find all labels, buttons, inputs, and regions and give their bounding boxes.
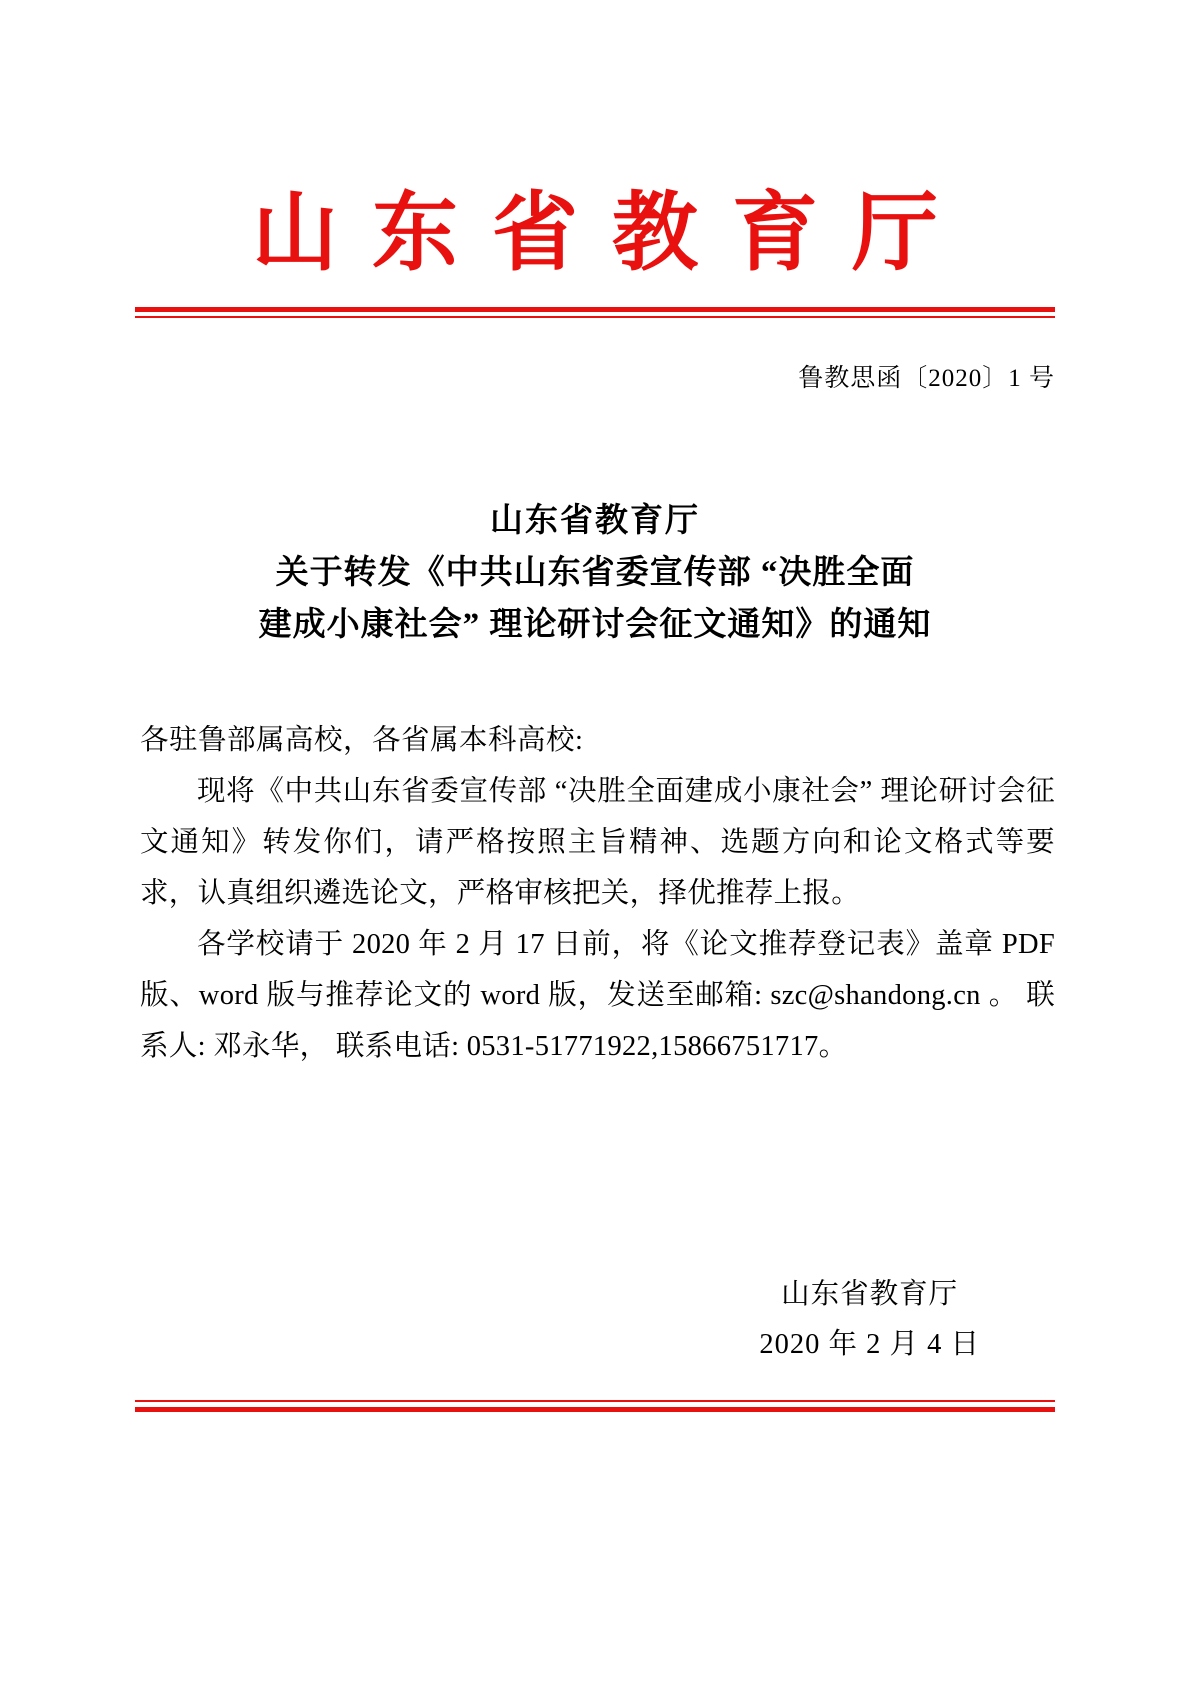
title-line-1: 山东省教育厅	[490, 503, 700, 539]
body-paragraph-2: 各学校请于 2020 年 2 月 17 日前，将《论文推荐登记表》盖章 PDF 版、word 版与推荐论文的 word 版，发送至邮箱: szc@shandong.cn 。 联系人: 邓永华， 联系电话: 0531-51771922,15866751717。	[140, 929, 1055, 1062]
masthead-rule-thin	[135, 316, 1055, 318]
document-body	[140, 715, 1055, 1072]
title-line-3: 建成小康社会” 理论研讨会征文通知》的通知	[258, 607, 932, 643]
signature-block	[759, 1270, 980, 1370]
document-number: 鲁教思函〔2020〕1 号	[798, 365, 1055, 392]
masthead-divider	[135, 307, 1055, 318]
title-line-2: 关于转发《中共山东省委宣传部 “决胜全面	[275, 555, 915, 591]
footer-rule-thick	[135, 1407, 1055, 1412]
body-paragraph-1: 现将《中共山东省委宣传部 “决胜全面建成小康社会” 理论研讨会征文通知》转发你们，请严格按照主旨精神、选题方向和论文格式等要求，认真组织遴选论文，严格审核把关，择优推荐上报。	[140, 776, 1055, 909]
document-title	[120, 495, 1070, 651]
footer-divider	[135, 1400, 1055, 1412]
addressee-line: 各驻鲁部属高校，各省属本科高校:	[140, 725, 584, 756]
masthead	[0, 185, 1190, 281]
signature-organization: 山东省教育厅	[781, 1279, 959, 1310]
signature-date: 2020 年 2 月 4 日	[759, 1329, 980, 1360]
masthead-organization-title: 山东省教育厅	[252, 185, 972, 281]
